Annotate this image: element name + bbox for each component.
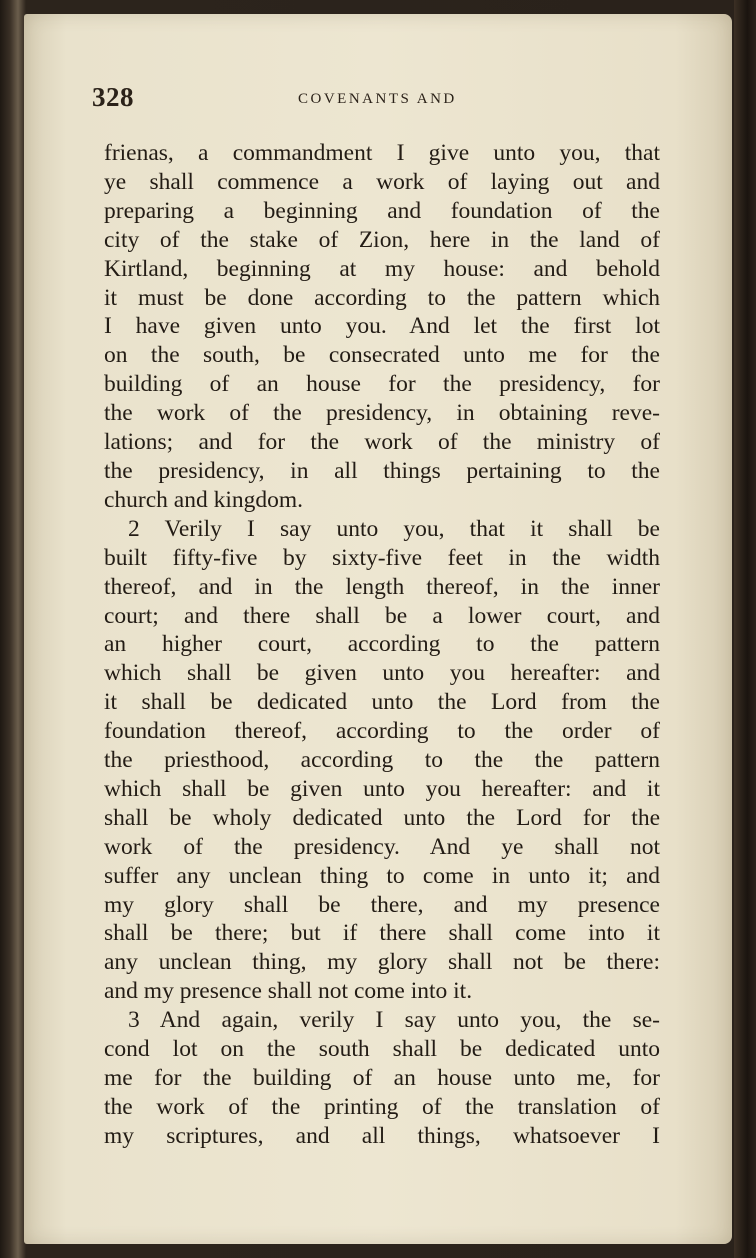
text-line: and my presence shall not come into it. bbox=[104, 978, 473, 1005]
text-line: which shall be given unto you hereafter: and bbox=[104, 660, 660, 687]
text-line: frienas, a commandment I give unto you, that bbox=[104, 140, 660, 166]
text-line: the priesthood, according to the the pattern bbox=[104, 747, 660, 774]
text-line: Kirtland, beginning at my house: and behold bbox=[104, 255, 660, 282]
text-line: the presidency, in all things pertaining to the bbox=[104, 457, 660, 484]
text-line: it shall be dedicated unto the Lord from the bbox=[104, 689, 660, 716]
text-line: lations; and for the work of the ministry of bbox=[104, 429, 660, 456]
text-line: it must be done according to the pattern which bbox=[104, 284, 660, 311]
text-line: foundation thereof, according to the order of bbox=[104, 718, 660, 745]
paragraph-3 bbox=[104, 1006, 660, 1151]
text-line: which shall be given unto you hereafter: and it bbox=[104, 775, 660, 802]
text-line: my scriptures, and all things, whatsoever I bbox=[104, 1122, 660, 1149]
paragraph-2 bbox=[104, 515, 660, 1006]
text-line: ye shall commence a work of laying out and bbox=[104, 168, 660, 195]
text-line: preparing a beginning and foundation of the bbox=[104, 197, 660, 224]
text-line: an higher court, according to the pattern bbox=[104, 631, 660, 658]
text-line: I have given unto you. And let the first lot bbox=[104, 313, 660, 340]
text-line: any unclean thing, my glory shall not be there: bbox=[104, 949, 660, 976]
text-line: me for the building of an house unto me, for bbox=[104, 1065, 660, 1091]
text-line: on the south, be consecrated unto me for the bbox=[104, 342, 660, 369]
body-text bbox=[104, 139, 660, 1151]
page-header bbox=[92, 82, 662, 116]
text-line: suffer any unclean thing to come in unto it; and bbox=[104, 862, 660, 889]
text-line: thereof, and in the length thereof, in the inner bbox=[104, 573, 660, 600]
text-line: shall be there; but if there shall come into it bbox=[104, 920, 660, 947]
paragraph-1 bbox=[104, 139, 660, 515]
running-head: COVENANTS AND bbox=[298, 91, 457, 107]
text-line: my glory shall be there, and my presence bbox=[104, 891, 660, 918]
text-line: shall be wholy dedicated unto the Lord for the bbox=[104, 804, 660, 831]
text-line: 2 Verily I say unto you, that it shall be bbox=[128, 515, 660, 542]
text-line: the work of the presidency, in obtaining reve- bbox=[104, 400, 660, 427]
text-line: work of the presidency. And ye shall not bbox=[104, 833, 660, 860]
text-line: 3 And again, verily I say unto you, the se- bbox=[128, 1007, 660, 1034]
text-line: church and kingdom. bbox=[104, 486, 304, 513]
text-line: built fifty-five by sixty-five feet in the width bbox=[104, 544, 660, 571]
page-number: 328 bbox=[92, 82, 134, 112]
text-line: city of the stake of Zion, here in the land of bbox=[104, 226, 660, 253]
text-line: cond lot on the south shall be dedicated unto bbox=[104, 1036, 660, 1063]
text-line: court; and there shall be a lower court, and bbox=[104, 602, 660, 629]
book-edge bbox=[734, 0, 756, 1258]
text-line: the work of the printing of the translation of bbox=[104, 1093, 660, 1120]
text-line: building of an house for the presidency, for bbox=[104, 371, 660, 398]
